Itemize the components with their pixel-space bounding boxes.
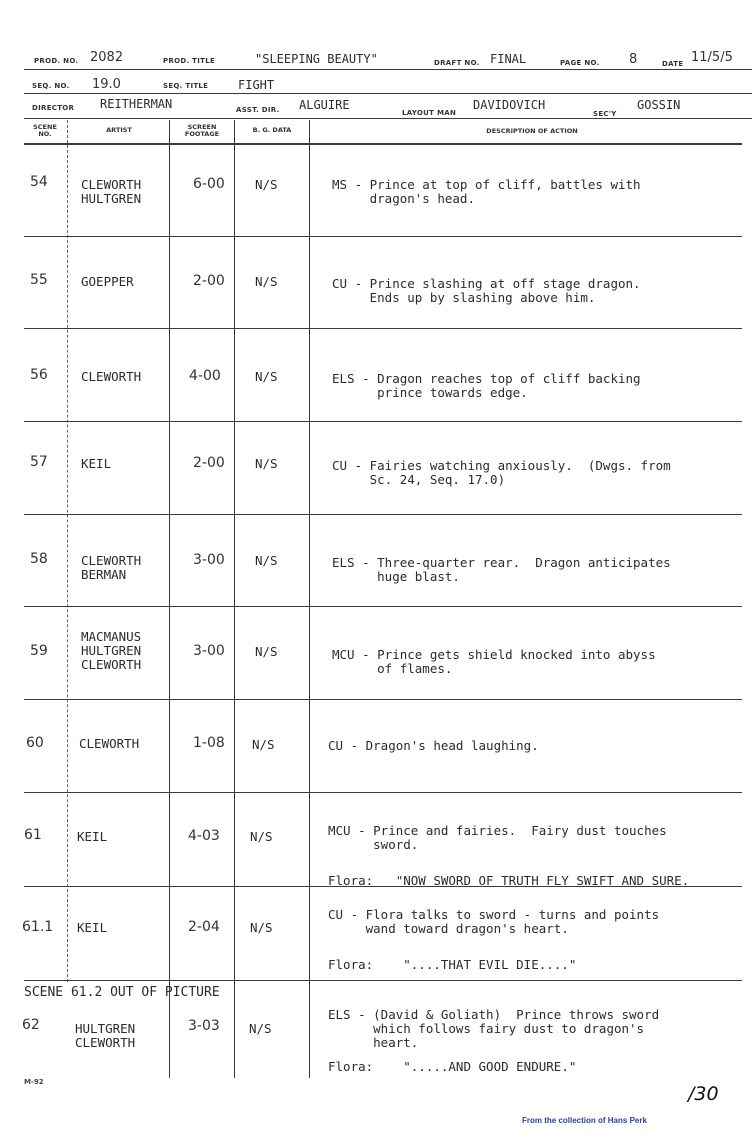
header-rule-1 — [24, 69, 752, 70]
col-header-description: DESCRIPTION OF ACTION — [486, 127, 578, 135]
screen-footage: 4-00 — [189, 368, 221, 384]
action-description: CU - Dragon's head laughing. — [328, 738, 539, 753]
scene-number: 59 — [30, 643, 48, 659]
prod-title-label: PROD. TITLE — [163, 57, 216, 65]
artist-names: CLEWORTH BERMAN — [81, 553, 142, 582]
layout-man-label: LAYOUT MAN — [402, 109, 457, 117]
scene-number: 54 — [30, 174, 48, 190]
seq-no-label: SEQ. NO. — [32, 82, 70, 90]
screen-footage: 3-00 — [193, 552, 225, 568]
artist-names: KEIL — [81, 456, 112, 471]
header-rule-2 — [24, 93, 752, 94]
artist-names: HULTGREN CLEWORTH — [75, 1021, 136, 1050]
scene-number: 56 — [30, 367, 48, 383]
row-rule — [24, 792, 742, 793]
scene-number: 61 — [24, 827, 42, 843]
prod-no-value: 2082 — [90, 50, 124, 65]
scene-number: 61.1 — [22, 919, 54, 935]
scene-number: 57 — [30, 454, 48, 470]
row-rule — [24, 514, 742, 515]
bg-data: N/S — [255, 274, 278, 289]
action-description: ELS - Dragon reaches top of cliff backing prince towards edge. — [332, 371, 641, 400]
column-header-rule — [24, 143, 742, 145]
screen-footage: 6-00 — [193, 176, 225, 192]
seq-no-value: 19.0 — [92, 77, 121, 92]
header-rule-3 — [24, 118, 752, 119]
action-description: ELS - Three-quarter rear. Dragon anticipates huge blast. — [332, 555, 671, 584]
action-description: MCU - Prince gets shield knocked into abyss of flames. — [332, 647, 656, 676]
bg-data: N/S — [255, 644, 278, 659]
bg-data: N/S — [255, 369, 278, 384]
artist-names: CLEWORTH — [81, 369, 142, 384]
prod-title-value: "SLEEPING BEAUTY" — [255, 52, 378, 66]
draft-no-label: DRAFT NO. — [434, 59, 480, 67]
row-rule — [24, 606, 742, 607]
out-of-picture-note: SCENE 61.2 OUT OF PICTURE — [24, 985, 220, 1000]
action-description: CU - Flora talks to sword - turns and points wand toward dragon's heart. — [328, 907, 660, 936]
layout-man-value: DAVIDOVICH — [473, 98, 546, 112]
screen-footage: 1-08 — [193, 735, 225, 751]
asst-dir-label: ASST. DIR. — [236, 106, 280, 114]
asst-dir-value: ALGUIRE — [299, 98, 350, 112]
artist-names: GOEPPER — [81, 274, 134, 289]
secy-label: SEC'Y — [593, 110, 617, 118]
bg-data: N/S — [250, 829, 273, 844]
row-rule — [24, 421, 742, 422]
row-rule — [24, 699, 742, 700]
prod-no-label: PROD. NO. — [34, 57, 79, 65]
scene-number: 62 — [22, 1017, 40, 1033]
screen-footage: 4-03 — [188, 828, 220, 844]
date-value: 11/5/5 — [691, 50, 733, 65]
bg-data: N/S — [252, 737, 275, 752]
artist-names: KEIL — [77, 920, 108, 935]
action-description: CU - Fairies watching anxiously. (Dwgs. from Sc. 24, Seq. 17.0) — [332, 458, 671, 487]
action-description: MS - Prince at top of cliff, battles with dragon's head. — [332, 177, 641, 206]
scene-number: 55 — [30, 272, 48, 288]
dialog-line: Flora: "NOW SWORD OF TRUTH FLY SWIFT AND SURE. — [328, 873, 690, 888]
action-description: MCU - Prince and fairies. Fairy dust touches sword. — [328, 823, 667, 852]
col-header-screen-footage: SCREEN FOOTAGE — [184, 123, 220, 138]
page-no-value: 8 — [629, 52, 638, 67]
col-header-artist: ARTIST — [106, 126, 132, 134]
screen-footage: 2-00 — [193, 455, 225, 471]
screen-footage: 2-00 — [193, 273, 225, 289]
dialog-line: Flora: ".....AND GOOD ENDURE." — [328, 1059, 577, 1074]
col-rule-footage — [234, 120, 235, 1078]
action-description: CU - Prince slashing at off stage dragon. Ends up by slashing above him. — [332, 276, 641, 305]
col-header-scene-no: SCENE NO. — [33, 123, 57, 138]
seq-title-value: FIGHT — [238, 78, 275, 92]
row-rule — [24, 980, 742, 981]
artist-names: MACMANUS HULTGREN CLEWORTH — [81, 629, 142, 672]
dialog-line: Flora: "....THAT EVIL DIE...." — [328, 957, 577, 972]
row-rule — [24, 328, 742, 329]
collection-credit: From the collection of Hans Perk — [522, 1116, 647, 1125]
screen-footage: 3-00 — [193, 643, 225, 659]
bg-data: N/S — [255, 553, 278, 568]
col-rule-scene — [67, 120, 68, 982]
bg-data: N/S — [249, 1021, 272, 1036]
seq-title-label: SEQ. TITLE — [163, 82, 209, 90]
page-no-label: PAGE NO. — [560, 59, 600, 67]
scene-number: 58 — [30, 551, 48, 567]
bg-data: N/S — [255, 456, 278, 471]
artist-names: CLEWORTH HULTGREN — [81, 177, 142, 206]
col-rule-artist — [169, 120, 170, 1078]
artist-names: CLEWORTH — [79, 736, 140, 751]
bg-data: N/S — [250, 920, 273, 935]
screen-footage: 2-04 — [188, 919, 220, 935]
bg-data: N/S — [255, 177, 278, 192]
col-rule-bg — [309, 120, 310, 1078]
scene-number: 60 — [26, 735, 44, 751]
draft-no-value: FINAL — [490, 52, 527, 66]
director-value: REITHERMAN — [100, 97, 173, 111]
sheet-number: /30 — [688, 1083, 719, 1105]
screen-footage: 3-03 — [188, 1018, 220, 1034]
row-rule — [24, 236, 742, 237]
action-description: ELS - (David & Goliath) Prince throws sword which follows fairy dust to dragon's heart. — [328, 1007, 660, 1050]
artist-names: KEIL — [77, 829, 108, 844]
director-label: DIRECTOR — [32, 104, 75, 112]
form-number: M-92 — [24, 1078, 44, 1086]
date-label: DATE — [662, 60, 684, 68]
col-header-bg-data: B. G. DATA — [252, 126, 292, 134]
secy-value: GOSSIN — [637, 98, 681, 112]
